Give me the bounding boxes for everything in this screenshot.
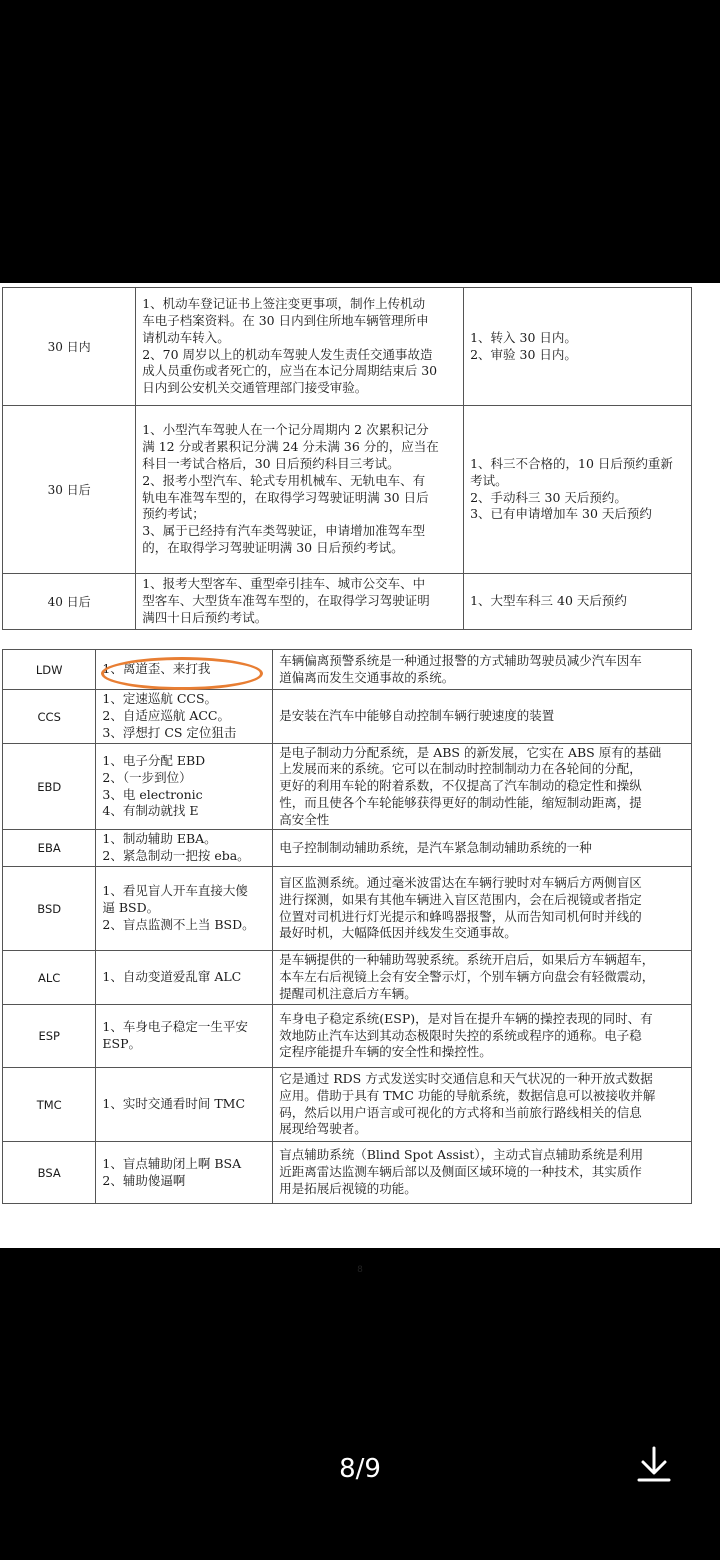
text-line: 科目一考试合格后，30 日后预约科目三考试。 bbox=[142, 455, 400, 471]
text-line: 车辆偏离预警系统是一种通过报警的方式辅助驾驶员减少汽车因车 bbox=[279, 652, 642, 668]
text-line: 最好时机，大幅降低因并线发生交通事故。 bbox=[279, 925, 517, 941]
text-line: 2、审验 30 日内。 bbox=[470, 346, 577, 362]
text-line: 轨电车准驾车型的，在取得学习驾驶证明满 30 日后 bbox=[142, 489, 429, 505]
text-line: 是电子制动力分配系统，是 ABS 的新发展，它实在 ABS 原有的基础 bbox=[279, 744, 662, 760]
table-row bbox=[3, 406, 692, 574]
text-line: 逼 BSD。 bbox=[102, 900, 160, 916]
text-line: 道偏离而发生交通事故的系统。 bbox=[279, 669, 455, 685]
system-code-cell: BSA bbox=[3, 1142, 96, 1204]
notes-cell bbox=[464, 406, 692, 574]
table-row bbox=[3, 288, 692, 406]
page-number: 8 bbox=[357, 1265, 363, 1275]
table-row bbox=[3, 830, 692, 867]
text-line: 用是拓展后视镜的功能。 bbox=[279, 1180, 417, 1196]
text-line: 1、转入 30 日内。 bbox=[470, 329, 577, 345]
text-line: 更好的利用车轮的附着系数，不仅提高了汽车制动的稳定性和操纵 bbox=[279, 778, 642, 794]
text-line: 1、电子分配 EBD bbox=[102, 752, 206, 768]
mnemonic-cell bbox=[96, 650, 273, 690]
text-line: 1、定速巡航 CCS。 bbox=[102, 691, 218, 707]
text-line: 2、报考小型汽车、轮式专用机械车、无轨电车、有 bbox=[142, 472, 426, 488]
text-line: 型客车、大型货车准驾车型的，在取得学习驾驶证明 bbox=[142, 593, 430, 609]
text-line: 日内到公安机关交通管理部门接受审验。 bbox=[142, 380, 368, 396]
description-cell bbox=[273, 744, 692, 830]
text-line: 满四十日后预约考试。 bbox=[142, 609, 268, 625]
system-code-cell: ESP bbox=[3, 1005, 96, 1068]
text-line: 考试。 bbox=[470, 472, 508, 488]
mnemonic-cell bbox=[96, 690, 273, 744]
text-line: 请机动车转入。 bbox=[142, 329, 230, 345]
text-line: 1、看见盲人开车直接大傻 bbox=[102, 883, 248, 899]
system-code-cell: EBA bbox=[3, 830, 96, 867]
text-line: 1、盲点辅助闭上啊 BSA bbox=[102, 1155, 242, 1171]
description-cell bbox=[273, 830, 692, 867]
text-line: 1、科三不合格的，10 日后预约重新 bbox=[470, 455, 673, 471]
text-line: 是安装在汽车中能够自动控制车辆行驶速度的装置 bbox=[279, 708, 555, 724]
text-line: 1、实时交通看时间 TMC bbox=[102, 1096, 246, 1112]
mnemonic-cell bbox=[96, 1142, 273, 1204]
text-line: 3、浮想打 CS 定位狙击 bbox=[102, 724, 237, 740]
table-row bbox=[3, 951, 692, 1005]
mnemonic-cell bbox=[96, 830, 273, 867]
text-line: 码，然后以用户语言或可视化的方式将和当前旅行路线相关的信息 bbox=[279, 1104, 642, 1120]
table-row bbox=[3, 690, 692, 744]
text-line: 3、属于已经持有汽车类驾驶证，申请增加准驾车型 bbox=[142, 523, 426, 539]
text-line: 车电子档案资料。在 30 日内到住所地车辆管理所申 bbox=[142, 312, 429, 328]
mnemonic-cell bbox=[96, 867, 273, 951]
description-cell bbox=[273, 1142, 692, 1204]
text-line: 性，而且使各个车轮能够获得更好的制动性能，缩短制动距离，提 bbox=[279, 794, 642, 810]
text-line: 1、自动变道爱乱窜 ALC bbox=[102, 969, 242, 985]
system-code-cell: CCS bbox=[3, 690, 96, 744]
download-icon[interactable] bbox=[634, 1444, 674, 1484]
text-line: 应用。借助于具有 TMC 功能的导航系统，数据信息可以被接收并解 bbox=[279, 1087, 656, 1103]
exam-schedule-table bbox=[2, 287, 692, 630]
text-line: 1、大型车科三 40 天后预约 bbox=[470, 593, 627, 609]
text-line: 本车左右后视镜上会有安全警示灯，个别车辆方向盘会有轻微震动， bbox=[279, 969, 655, 985]
text-line: 电子控制制动辅助系统，是汽车紧急制动辅助系统的一种 bbox=[279, 839, 592, 855]
text-line: 上发展而来的系统。它可以在制动时控制制动力在各轮间的分配， bbox=[279, 761, 642, 777]
mnemonic-cell bbox=[96, 951, 273, 1005]
table-row bbox=[3, 1142, 692, 1204]
text-line: 2、盲点监测不上当 BSD。 bbox=[102, 916, 255, 932]
mnemonic-cell bbox=[96, 744, 273, 830]
text-line: 展现给驾驶者。 bbox=[279, 1121, 367, 1137]
description-cell bbox=[273, 867, 692, 951]
text-line: 1、机动车登记证书上签注变更事项，制作上传机动 bbox=[142, 296, 426, 312]
text-line: 位置对司机进行灯光提示和蜂鸣器报警，从而告知司机何时并线的 bbox=[279, 908, 642, 924]
text-line: 2、辅助傻逼啊 bbox=[102, 1172, 186, 1188]
text-line: 它是通过 RDS 方式发送实时交通信息和天气状况的一种开放式数据 bbox=[279, 1070, 653, 1086]
text-line: 4、有制动就找 E bbox=[102, 803, 199, 819]
system-code-cell: LDW bbox=[3, 650, 96, 690]
text-line: 效地防止汽车达到其动态极限时失控的系统或程序的通称。电子稳 bbox=[279, 1027, 642, 1043]
table-row bbox=[3, 1005, 692, 1068]
period-cell: 30 日内 bbox=[3, 288, 136, 406]
document-page bbox=[0, 283, 720, 1275]
text-line: 高安全性 bbox=[279, 811, 330, 827]
text-line: 2、自适应巡航 ACC。 bbox=[102, 708, 230, 724]
system-code-cell: EBD bbox=[3, 744, 96, 830]
text-line: 1、车身电子稳定一生平安 bbox=[102, 1019, 248, 1035]
text-line: 进行探测，如果有其他车辆进入盲区范围内，会在后视镜或者指定 bbox=[279, 891, 642, 907]
notes-cell bbox=[464, 574, 692, 630]
text-line: 1、制动辅助 EBA。 bbox=[102, 831, 217, 847]
text-line: 车身电子稳定系统(ESP)，是对旨在提升车辆的操控表现的同时、有 bbox=[279, 1010, 653, 1026]
notes-cell bbox=[464, 288, 692, 406]
text-line: 1、离道歪、来打我 bbox=[102, 661, 211, 677]
text-line: 3、已有申请增加车 30 天后预约 bbox=[470, 506, 652, 522]
text-line: 2、手动科三 30 天后预约。 bbox=[470, 489, 627, 505]
description-cell bbox=[273, 1005, 692, 1068]
requirements-cell bbox=[136, 288, 464, 406]
text-line: 2、70 周岁以上的机动车驾驶人发生责任交通事故造 bbox=[142, 346, 433, 362]
description-cell bbox=[273, 690, 692, 744]
description-cell bbox=[273, 951, 692, 1005]
description-cell bbox=[273, 1068, 692, 1142]
text-line: 3、电 electronic bbox=[102, 786, 203, 802]
period-cell: 30 日后 bbox=[3, 406, 136, 574]
text-line: 2、（一步到位） bbox=[102, 769, 192, 785]
table-row bbox=[3, 744, 692, 830]
requirements-cell bbox=[136, 406, 464, 574]
system-code-cell: BSD bbox=[3, 867, 96, 951]
text-line: 成人员重伤或者死亡的，应当在本记分周期结束后 30 bbox=[142, 363, 438, 379]
period-cell: 40 日后 bbox=[3, 574, 136, 630]
text-line: 是车辆提供的一种辅助驾驶系统。系统开启后，如果后方车辆超车， bbox=[279, 952, 655, 968]
driving-assist-table bbox=[2, 649, 692, 1204]
text-line: 满 12 分或者累积记分满 24 分未满 36 分的，应当在 bbox=[142, 439, 439, 455]
system-code-cell: ALC bbox=[3, 951, 96, 1005]
page-counter: 8/9 bbox=[339, 1454, 381, 1484]
table-row bbox=[3, 650, 692, 690]
table-row bbox=[3, 574, 692, 630]
text-line: 近距离雷达监测车辆后部以及侧面区域环境的一种技术，其实质作 bbox=[279, 1164, 642, 1180]
text-line: 1、报考大型客车、重型牵引挂车、城市公交车、中 bbox=[142, 576, 426, 592]
mnemonic-cell bbox=[96, 1068, 273, 1142]
text-line: ESP。 bbox=[102, 1036, 141, 1051]
text-line: 定程序能提升车辆的安全性和操控性。 bbox=[279, 1044, 492, 1060]
text-line: 预约考试； bbox=[142, 506, 205, 522]
text-line: 盲点辅助系统（Blind Spot Assist），主动式盲点辅助系统是利用 bbox=[279, 1147, 644, 1163]
text-line: 提醒司机注意后方车辆。 bbox=[279, 985, 417, 1001]
requirements-cell bbox=[136, 574, 464, 630]
description-cell bbox=[273, 650, 692, 690]
table-row bbox=[3, 867, 692, 951]
text-line: 的，在取得学习驾驶证明满 30 日后预约考试。 bbox=[142, 539, 404, 555]
text-line: 2、紧急制动一把按 eba。 bbox=[102, 848, 250, 863]
mnemonic-cell bbox=[96, 1005, 273, 1068]
system-code-cell: TMC bbox=[3, 1068, 96, 1142]
table-row bbox=[3, 1068, 692, 1142]
text-line: 1、小型汽车驾驶人在一个记分周期内 2 次累积记分 bbox=[142, 422, 429, 438]
text-line: 盲区监测系统。通过毫米波雷达在车辆行驶时对车辆后方两侧盲区 bbox=[279, 874, 642, 890]
